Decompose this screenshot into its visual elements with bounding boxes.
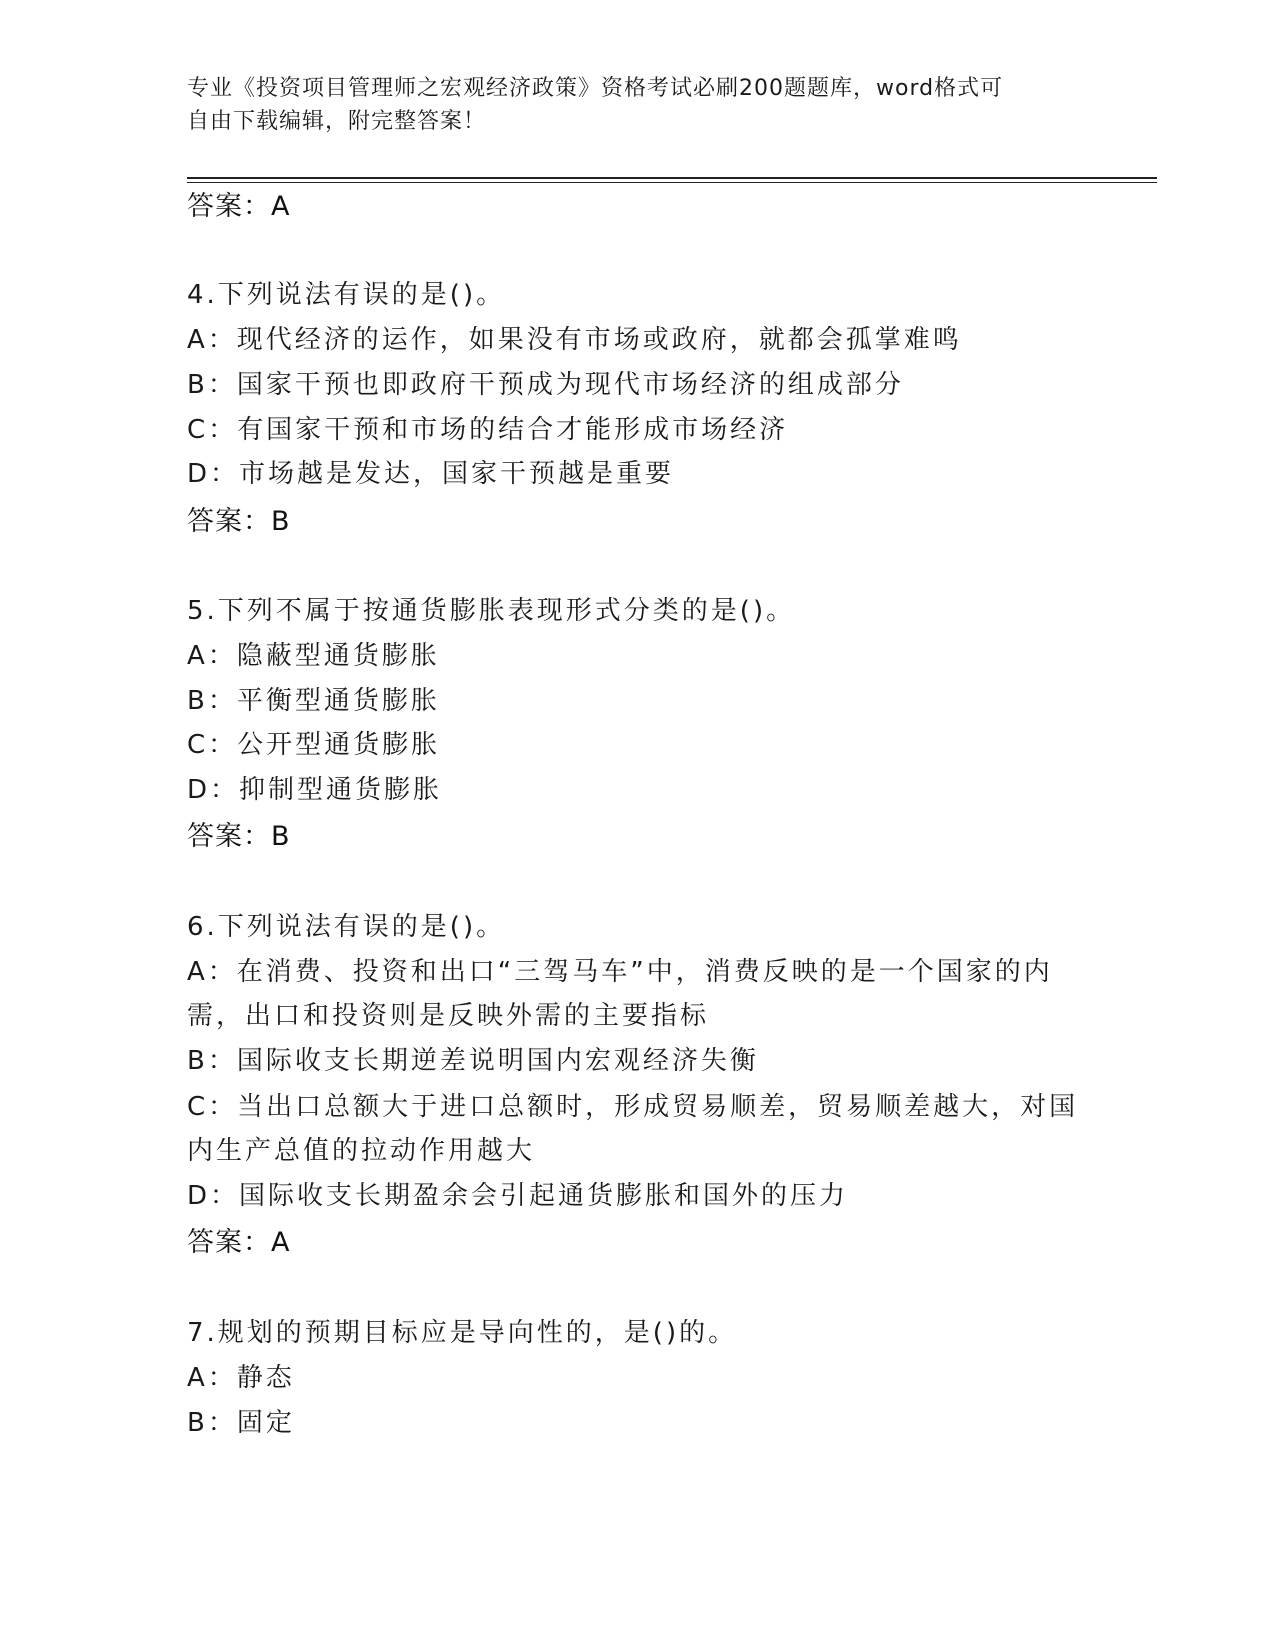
header-line-2: 自由下载编辑，附完整答案！	[187, 109, 487, 134]
q6-answer: 答案：A	[187, 1227, 291, 1258]
q6-option-a-line-1: A：在消费、投资和出口“三驾马车”中，消费反映的是一个国家的内	[187, 957, 1053, 987]
q6-option-b: B：国际收支长期逆差说明国内宏观经济失衡	[187, 1046, 759, 1076]
q5-option-a: A：隐蔽型通货膨胀	[187, 641, 440, 671]
q4-option-c: C：有国家干预和市场的结合才能形成市场经济	[187, 415, 789, 445]
q5-option-d: D：抑制型通货膨胀	[187, 775, 443, 805]
q3-answer: 答案：A	[187, 191, 291, 222]
q6-option-c-line-1: C：当出口总额大于进口总额时，形成贸易顺差，贸易顺差越大，对国	[187, 1092, 1079, 1122]
q5-answer: 答案：B	[187, 821, 291, 852]
q5-question: 5.下列不属于按通货膨胀表现形式分类的是()。	[187, 596, 796, 626]
q4-option-a: A：现代经济的运作，如果没有市场或政府，就都会孤掌难鸣	[187, 325, 962, 355]
header-divider-thin	[187, 182, 1157, 183]
q6-option-a-line-2: 需，出口和投资则是反映外需的主要指标	[187, 1001, 710, 1031]
header-divider-thick	[187, 177, 1157, 179]
q5-option-c: C：公开型通货膨胀	[187, 730, 441, 760]
q4-option-d: D：市场越是发达，国家干预越是重要	[187, 459, 675, 489]
q5-option-b: B：平衡型通货膨胀	[187, 686, 440, 716]
q6-option-d: D：国际收支长期盈余会引起通货膨胀和国外的压力	[187, 1181, 849, 1211]
header-line-1: 专业《投资项目管理师之宏观经济政策》资格考试必刷200题题库，word格式可	[187, 76, 1004, 101]
q4-answer: 答案：B	[187, 506, 291, 537]
q6-question: 6.下列说法有误的是()。	[187, 912, 506, 942]
q7-option-b: B：固定	[187, 1408, 295, 1438]
q7-question: 7.规划的预期目标应是导向性的，是()的。	[187, 1318, 738, 1348]
q4-question: 4.下列说法有误的是()。	[187, 280, 506, 310]
q6-option-c-line-2: 内生产总值的拉动作用越大	[187, 1136, 536, 1166]
document-header	[187, 72, 1067, 138]
q4-option-b: B：国家干预也即政府干预成为现代市场经济的组成部分	[187, 370, 904, 400]
q7-option-a: A：静态	[187, 1363, 295, 1393]
